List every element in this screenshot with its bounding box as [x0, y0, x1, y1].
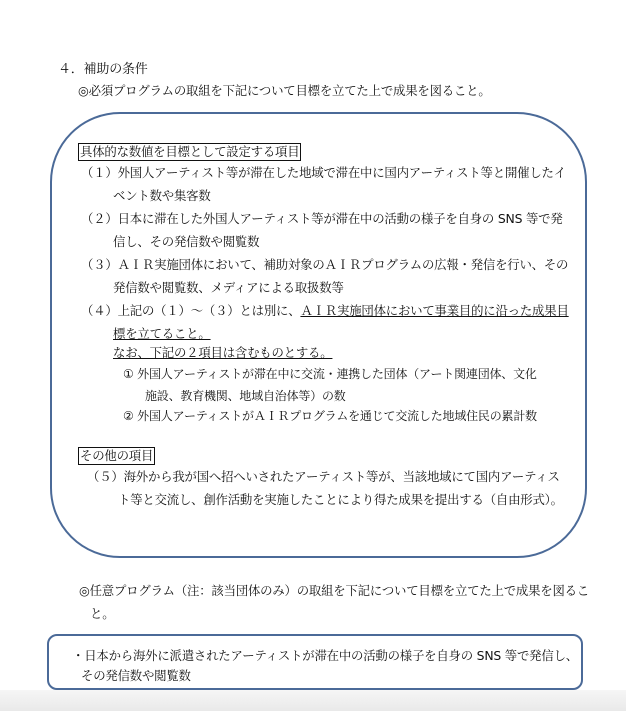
item-4-underlined-2: 標を立てること。: [113, 326, 211, 341]
item-4-note: なお、下記の２項目は含むものとする。: [113, 345, 333, 360]
numeric-heading: 具体的な数値を目標として設定する項目: [80, 144, 300, 159]
other-heading: その他の項目: [80, 448, 154, 463]
page-bottom-shadow: [0, 690, 626, 711]
item-3-line2: 発信数や閲覧数、メディアによる取扱数等: [113, 280, 344, 295]
section-title: ４．補助の条件: [58, 62, 148, 77]
item-1-line1: （１）外国人アーティスト等が滞在した地域で滞在中に国内アーティスト等と開催したイ: [81, 165, 566, 180]
item-5-line2: ト等と交流し、創作活動を実施したことにより得た成果を提出する（自由形式）。: [118, 492, 563, 507]
item-4-line1: [81, 303, 569, 319]
item-3-line1: （３）ＡＩＲ実施団体において、補助対象のＡＩＲプログラムの広報・発信を行い、その: [81, 257, 569, 272]
optional-intro-line1: ◎任意プログラム（注：該当団体のみ）の取組を下記について目標を立てた上で成果を図るこ: [79, 583, 590, 598]
item-2-line2: 信し、その発信数や閲覧数: [113, 234, 260, 249]
item-4-prefix: （４）上記の（１）～（３）とは別に、: [81, 303, 301, 318]
item-2-line1: （２）日本に滞在した外国人アーティスト等が滞在中の活動の様子を自身の SNS 等で発: [81, 211, 563, 226]
required-intro: ◎必須プログラムの取組を下記について目標を立てた上で成果を図ること。: [78, 83, 491, 98]
sub-item-2-line1: ② 外国人アーティストがＡＩＲプログラムを通じて交流した地域住民の累計数: [123, 409, 537, 423]
optional-item-line2: その発信数や閲覧数: [81, 668, 191, 683]
optional-intro-line2: と。: [90, 606, 115, 621]
sub-item-1-line2: 施設、教育機関、地域自治体等）の数: [145, 389, 346, 403]
item-4-underlined-1: ＡＩＲ実施団体において事業目的に沿った成果目: [300, 303, 569, 318]
item-1-line2: ベント数や集客数: [113, 188, 211, 203]
item-5-line1: （５）海外から我が国へ招へいされたアーティスト等が、当該地域にて国内アーティス: [87, 469, 560, 484]
sub-item-1-line1: ① 外国人アーティストが滞在中に交流・連携した団体（アート関連団体、文化: [123, 367, 537, 381]
optional-item-line1: ・日本から海外に派遣されたアーティストが滞在中の活動の様子を自身の SNS 等で発信し、: [72, 648, 578, 663]
